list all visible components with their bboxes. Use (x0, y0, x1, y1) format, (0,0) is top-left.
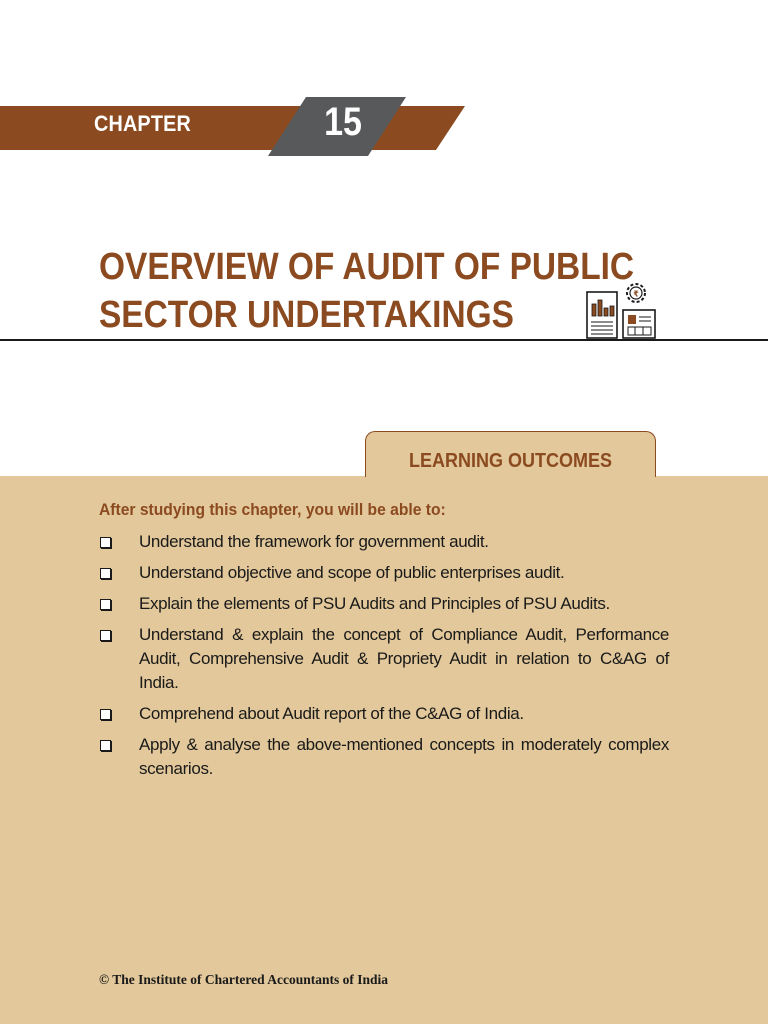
list-item (99, 733, 669, 781)
square-bullet-icon (100, 568, 111, 579)
chapter-title-line1: OVERVIEW OF AUDIT OF PUBLIC (99, 246, 635, 288)
list-item-text: Understand & explain the concept of Compliance Audit, Performance Audit, Comprehensive Audit & Propriety Audit in relation to C&AG of India. (139, 625, 669, 692)
svg-text:₹: ₹ (633, 289, 639, 299)
learning-outcomes-intro: After studying this chapter, you will be able to: (99, 500, 446, 519)
learning-outcomes-heading: LEARNING OUTCOMES (408, 450, 613, 472)
list-item (99, 592, 669, 616)
square-bullet-icon (100, 630, 111, 641)
list-item (99, 702, 669, 726)
square-bullet-icon (100, 537, 111, 548)
square-bullet-icon (100, 740, 111, 751)
title-divider (0, 339, 768, 341)
list-item (99, 530, 669, 554)
chapter-label: CHAPTER (94, 111, 191, 136)
learning-outcomes-list (99, 530, 669, 788)
copyright-footer: © The Institute of Chartered Accountants of India (99, 972, 388, 987)
chapter-title-line2: SECTOR UNDERTAKINGS (99, 294, 514, 336)
list-item-text: Explain the elements of PSU Audits and Principles of PSU Audits. (139, 594, 610, 613)
chapter-number: 15 (324, 100, 362, 144)
chapter-title (99, 243, 662, 339)
list-item-text: Understand objective and scope of public enterprises audit. (139, 563, 565, 582)
square-bullet-icon (100, 709, 111, 720)
square-bullet-icon (100, 599, 111, 610)
audit-report-icon (585, 280, 657, 342)
list-item-text: Apply & analyse the above-mentioned concepts in moderately complex scenarios. (139, 735, 669, 778)
list-item (99, 561, 669, 585)
list-item-text: Understand the framework for government audit. (139, 532, 489, 551)
list-item-text: Comprehend about Audit report of the C&AG of India. (139, 704, 524, 723)
list-item (99, 623, 669, 695)
